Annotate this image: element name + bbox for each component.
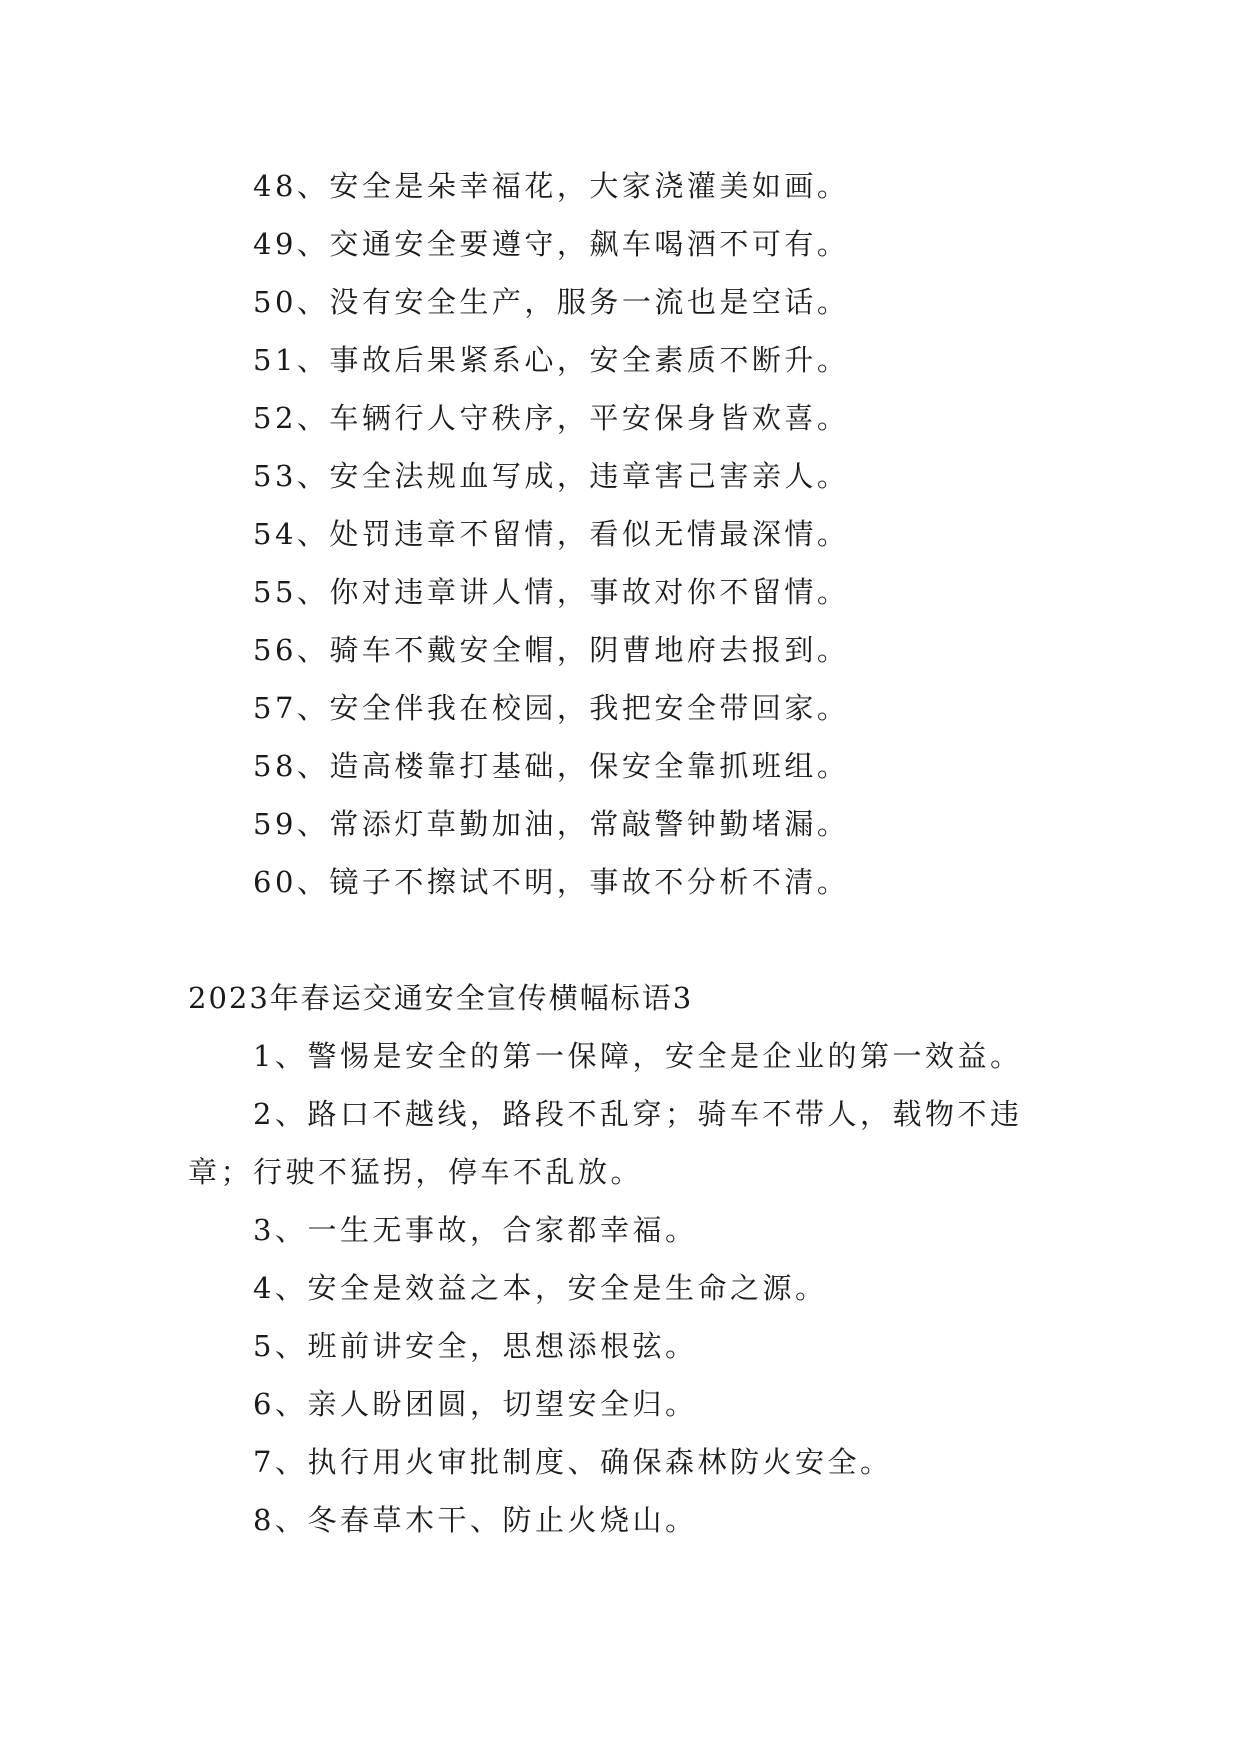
slogan-item: 49、交通安全要遵守，飙车喝酒不可有。 — [253, 227, 850, 261]
slogan-item: 54、处罚违章不留情，看似无情最深情。 — [253, 517, 850, 551]
slogan-item: 8、冬春草木干、防止火烧山。 — [253, 1503, 698, 1537]
slogan-item: 56、骑车不戴安全帽，阴曹地府去报到。 — [253, 633, 850, 667]
slogan-item: 52、车辆行人守秩序，平安保身皆欢喜。 — [253, 401, 850, 435]
slogan-item: 6、亲人盼团圆，切望安全归。 — [253, 1387, 698, 1421]
slogan-item: 55、你对违章讲人情，事故对你不留情。 — [253, 575, 850, 609]
section-heading: 2023年春运交通安全宣传横幅标语3 — [188, 981, 694, 1015]
slogan-item: 2、路口不越线，路段不乱穿；骑车不带人，载物不违 — [253, 1097, 1023, 1131]
slogan-item: 50、没有安全生产，服务一流也是空话。 — [253, 285, 850, 319]
slogan-item: 4、安全是效益之本，安全是生命之源。 — [253, 1271, 828, 1305]
slogan-item: 1、警惕是安全的第一保障，安全是企业的第一效益。 — [253, 1039, 1023, 1073]
slogan-item: 53、安全法规血写成，违章害己害亲人。 — [253, 459, 850, 493]
slogan-item: 7、执行用火审批制度、确保森林防火安全。 — [253, 1445, 893, 1479]
slogan-item: 59、常添灯草勤加油，常敲警钟勤堵漏。 — [253, 807, 850, 841]
slogan-item: 58、造高楼靠打基础，保安全靠抓班组。 — [253, 749, 850, 783]
slogan-item: 51、事故后果紧系心，安全素质不断升。 — [253, 343, 850, 377]
slogan-item: 60、镜子不擦试不明，事故不分析不清。 — [253, 865, 850, 899]
slogan-item: 57、安全伴我在校园，我把安全带回家。 — [253, 691, 850, 725]
slogan-item: 5、班前讲安全，思想添根弦。 — [253, 1329, 698, 1363]
slogan-item-continuation: 章；行驶不猛拐，停车不乱放。 — [188, 1155, 644, 1189]
slogan-item: 3、一生无事故，合家都幸福。 — [253, 1213, 698, 1247]
slogan-item: 48、安全是朵幸福花，大家浇灌美如画。 — [253, 169, 850, 203]
